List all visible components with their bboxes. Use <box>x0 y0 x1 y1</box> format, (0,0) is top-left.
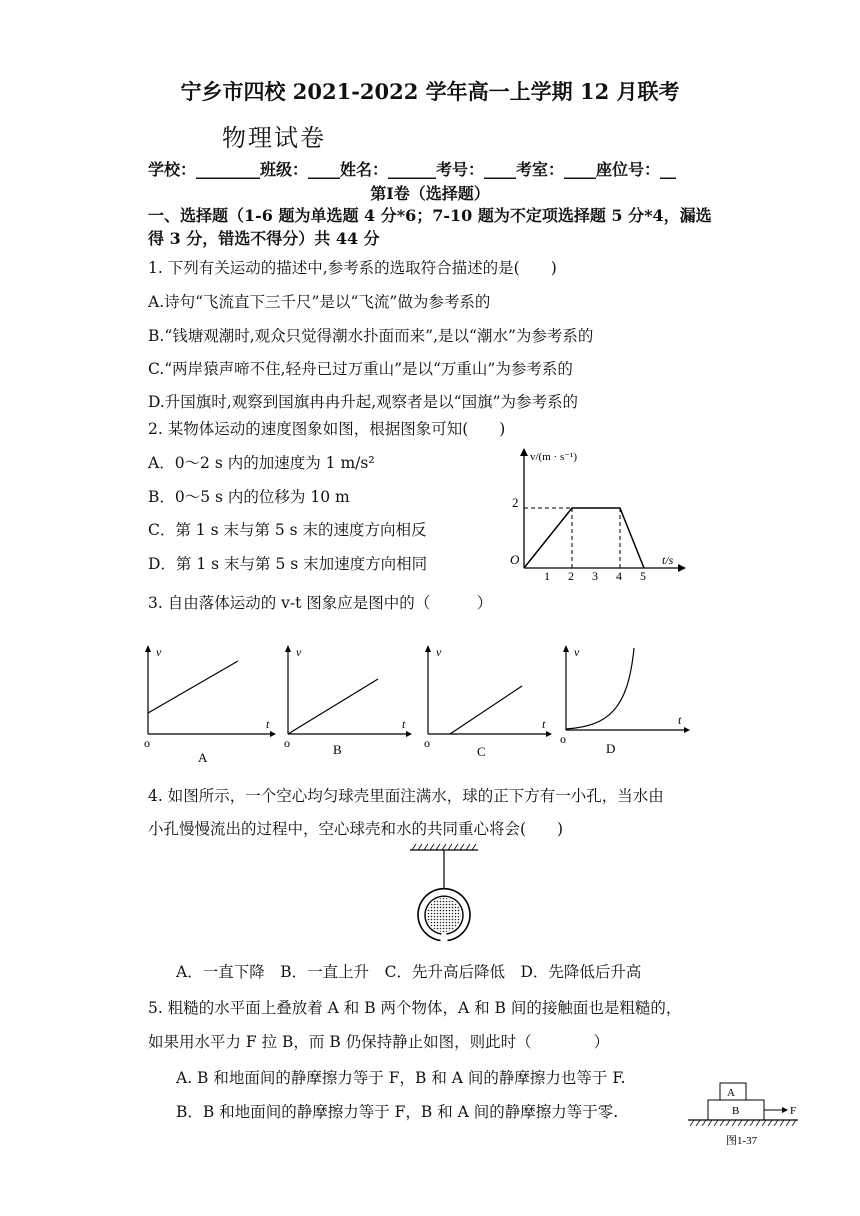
exam-title: 宁乡市四校 2021-2022 学年高一上学期 12 月联考 <box>180 79 680 104</box>
graph-c <box>424 645 552 759</box>
graph-d <box>560 645 690 756</box>
graph-c-y-arrow <box>425 645 431 652</box>
x-axis-arrow <box>678 564 686 572</box>
graph-x-label: t/s <box>662 553 674 567</box>
graph-b-line <box>288 679 378 734</box>
question-1-option-a: A.诗句“飞流直下三千尺”是以“飞流”做为参考系的 <box>148 293 491 311</box>
question-5-stem-line1: 5. 粗糙的水平面上叠放着 A 和 B 两个物体，A 和 B 间的接触面也是粗糙的， <box>148 999 682 1017</box>
graph-c-line <box>450 686 522 734</box>
velocity-time-graph <box>500 440 690 580</box>
question-1-stem: 1. 下列有关运动的描述中,参考系的选取符合描述的是( ) <box>148 259 557 277</box>
graph-a-y-arrow <box>145 645 151 652</box>
graph-b-y-arrow <box>285 645 291 652</box>
section-heading: 第Ⅰ卷（选择题） <box>370 184 490 203</box>
question-5-option-a: A. B 和地面间的静摩擦力等于 F，B 和 A 间的静摩擦力也等于 F. <box>176 1069 626 1087</box>
question-5-option-b: B．B 和地面间的静摩擦力等于 F，B 和 A 间的静摩擦力等于零. <box>176 1103 619 1121</box>
question-2-option-b: B．0～5 s 内的位移为 10 m <box>148 488 350 506</box>
question-1-option-b: B.“钱塘观潮时,观众只觉得潮水扑面而来”,是以“潮水”为参考系的 <box>148 327 594 345</box>
question-4-stem-line1: 4. 如图所示，一个空心均匀球壳里面注满水，球的正下方有一小孔，当水由 <box>148 787 664 805</box>
question-2-option-d: D．第 1 s 末与第 5 s 末加速度方向相同 <box>148 555 428 573</box>
student-info-line: 学校：________班级：____姓名：______考号：____考室：____座位号：__ <box>148 160 677 179</box>
graph-a-x-arrow <box>270 731 276 737</box>
graph-c-t-label: t <box>542 717 546 731</box>
graph-a <box>144 645 276 765</box>
force-label: F <box>790 1105 797 1117</box>
graph-c-v-label: v <box>436 645 442 659</box>
graph-x-tick-3: 3 <box>592 569 598 580</box>
question-4-options: A．一直下降 B．一直上升 C．先升高后降低 D．先降低后升高 <box>176 963 642 981</box>
exam-subtitle: 物理试卷 <box>222 124 326 152</box>
graph-b-x-arrow <box>406 731 412 737</box>
velocity-line <box>524 508 644 568</box>
question-5-stem-line2: 如果用水平力 F 拉 B，而 B 仍保持静止如图，则此时（ ） <box>148 1033 610 1051</box>
ceiling-hatching <box>412 844 476 850</box>
graph-d-t-label: t <box>678 713 682 727</box>
y-axis-arrow <box>520 448 528 456</box>
hanging-sphere-figure <box>400 840 490 950</box>
block-a-label: A <box>727 1087 735 1099</box>
question-2-option-c: C．第 1 s 末与第 5 s 末的速度方向相反 <box>148 521 427 539</box>
graph-a-v-label: v <box>156 645 162 659</box>
question-2-stem: 2. 某物体运动的速度图象如图，根据图象可知( ) <box>148 420 506 438</box>
question-3-stem: 3. 自由落体运动的 v-t 图象应是图中的（ ） <box>148 594 493 612</box>
graph-d-curve <box>566 648 634 729</box>
graph-a-label: A <box>198 750 208 765</box>
graph-x-tick-5: 5 <box>640 569 646 580</box>
graph-d-origin: o <box>560 732 566 746</box>
graph-b-t-label: t <box>402 717 406 731</box>
ground-hatching <box>690 1120 796 1126</box>
graph-d-v-label: v <box>574 645 580 659</box>
graph-b <box>284 645 412 757</box>
water-fill <box>427 898 461 932</box>
graph-x-tick-2: 2 <box>568 569 574 580</box>
graph-guide-dashes <box>524 508 620 568</box>
question-4-stem-line2: 小孔慢慢流出的过程中，空心球壳和水的共同重心将会( ) <box>148 820 564 838</box>
section-instructions: 一、选择题（1-6 题为单选题 4 分*6；7-10 题为不定项选择题 5 分*4，漏选得 3 分，错选不得分）共 44 分 <box>148 206 712 248</box>
graph-origin: O <box>510 552 520 567</box>
graph-y-tick-2: 2 <box>512 495 519 510</box>
graph-a-origin: o <box>144 736 150 750</box>
stacked-blocks-figure <box>686 1078 806 1154</box>
force-arrow-head <box>782 1107 788 1113</box>
graph-c-label: C <box>477 744 486 759</box>
graph-b-origin: o <box>284 736 290 750</box>
graph-d-x-arrow <box>684 727 690 733</box>
question-1-option-d: D.升国旗时,观察到国旗冉冉升起,观察者是以“国旗”为参考系的 <box>148 393 579 411</box>
graph-c-x-arrow <box>546 731 552 737</box>
question-2-option-a: A．0～2 s 内的加速度为 1 m/s² <box>148 454 375 472</box>
graph-a-line <box>148 661 238 713</box>
graph-d-label: D <box>606 741 616 756</box>
graph-y-label: v/(m · s⁻¹) <box>530 451 577 463</box>
graph-b-label: B <box>333 742 342 757</box>
question-1-option-c: C.“两岸猿声啼不住,轻舟已过万重山”是以“万重山”为参考系的 <box>148 360 573 378</box>
graph-x-tick-4: 4 <box>616 569 622 580</box>
graph-x-ticks <box>544 569 646 580</box>
figure-caption: 图1-37 <box>726 1135 758 1147</box>
question-3-graphs <box>140 640 700 770</box>
block-b-label: B <box>732 1105 740 1117</box>
graph-d-y-arrow <box>563 645 569 652</box>
graph-a-t-label: t <box>266 717 270 731</box>
graph-b-v-label: v <box>296 645 302 659</box>
graph-x-tick-1: 1 <box>544 569 550 580</box>
graph-c-origin: o <box>424 736 430 750</box>
